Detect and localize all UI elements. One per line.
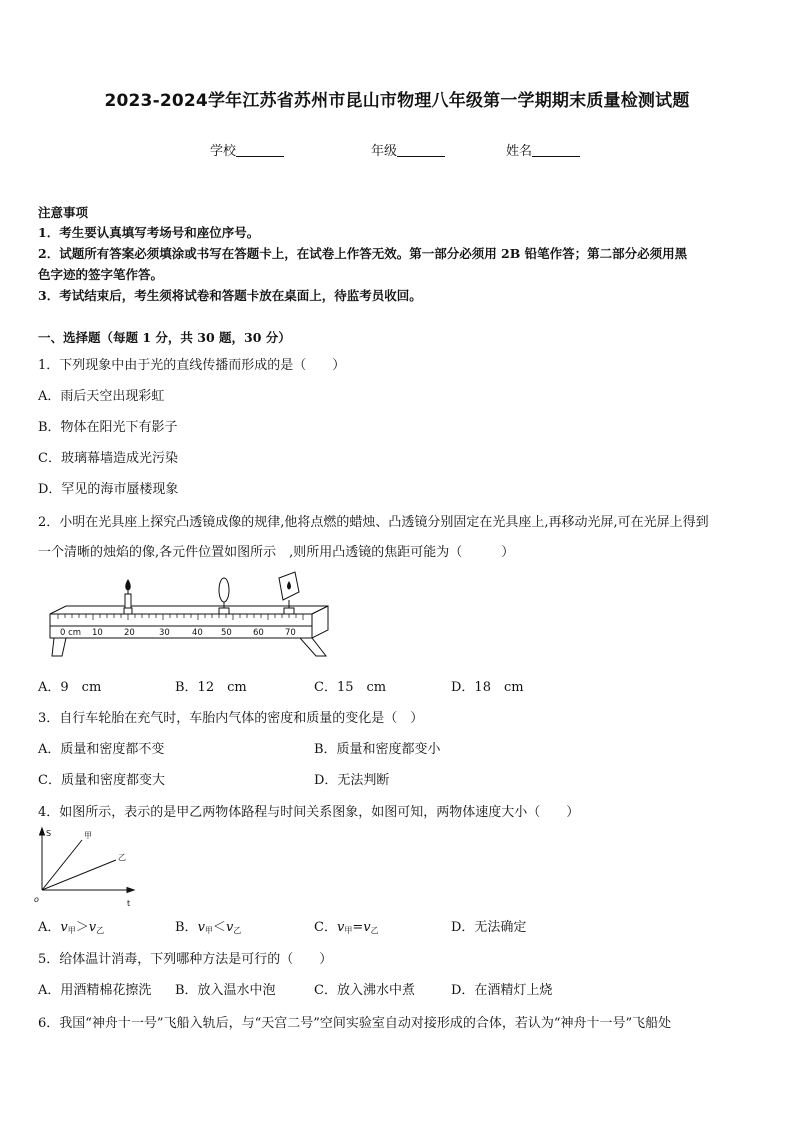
question-2-stem-line2: 一个清晰的烛焰的像,各元件位置如图所示 ,则所用凸透镜的焦距可能为（ ） (38, 545, 515, 560)
question-1-stem: 1．下列现象中由于光的直线传播而形成的是（ ） (38, 358, 346, 373)
bench-label: 10 (92, 628, 103, 638)
origin-label: o (34, 895, 39, 904)
optical-bench-figure (44, 568, 336, 664)
q2-option-c: C．15 cm (314, 680, 387, 695)
candle-icon (124, 580, 132, 614)
school-label: 学校 (210, 144, 237, 159)
question-5-stem: 5．给体温计消毒，下列哪种方法是可行的（ ） (38, 952, 333, 967)
line-jia (42, 840, 82, 890)
bench-label: 70 (285, 628, 296, 638)
q2-option-b: B．12 cm (175, 680, 247, 695)
line-yi (42, 860, 116, 890)
q3-option-b: B．质量和密度都变小 (314, 742, 441, 757)
q1-option-b: B．物体在阳光下有影子 (38, 420, 178, 435)
q1-option-d: D．罕见的海市蜃楼现象 (38, 482, 179, 497)
distance-time-graph (34, 826, 138, 908)
q4-option-c: C．$v_甲=v_乙$ (314, 920, 379, 935)
name-label: 姓名 (506, 144, 533, 159)
question-6-stem: 6．我国“神舟十一号”飞船入轨后，与“天宫二号”空间实验室自动对接形成的合体，若认为“神舟十一号”飞船处 (38, 1016, 672, 1031)
q4-option-a: A．$v_甲>v_乙$ (38, 920, 105, 935)
name-field (506, 140, 580, 159)
s-axis-arrow (40, 828, 45, 835)
notice-heading: 注意事项 (38, 205, 89, 220)
q3-option-a: A．质量和密度都不变 (38, 742, 165, 757)
grade-field (371, 140, 445, 159)
line-jia-label: 甲 (84, 831, 92, 840)
notice-item: 2．试题所有答案必须填涂或书写在答题卡上，在试卷上作答无效。第一部分必须用 2B 铅笔作答；第二部分必须用黑 (38, 246, 688, 261)
line-yi-label: 乙 (118, 853, 126, 862)
s-axis-label: S (46, 829, 52, 838)
page-title: 2023-2024学年江苏省苏州市昆山市物理八年级第一学期期末质量检测试题 (104, 91, 690, 111)
q1-option-a: A．雨后天空出现彩虹 (38, 389, 165, 404)
t-axis-label: t (127, 899, 131, 908)
q3-option-c: C．质量和密度都变大 (38, 773, 165, 788)
q3-option-d: D．无法判断 (314, 773, 390, 788)
q4-option-b: B．$v_甲<v_乙$ (175, 920, 242, 935)
bench-label: 40 (192, 628, 203, 638)
school-blank (236, 144, 284, 157)
notice-item: 1．考生要认真填写考场号和座位序号。 (38, 225, 260, 240)
section-heading: 一、选择题（每题 1 分，共 30 题，30 分） (38, 330, 291, 345)
q5-option-b: B．放入温水中泡 (175, 983, 276, 998)
notice-item: 3．考试结束后，考生须将试卷和答题卡放在桌面上，待监考员收回。 (38, 288, 422, 303)
q2-option-a: A．9 cm (38, 680, 102, 695)
bench-label: 60 (253, 628, 264, 638)
q5-option-a: A．用酒精棉花擦洗 (38, 983, 152, 998)
bench-label: 30 (159, 628, 170, 638)
notice-item: 色字迹的签字笔作答。 (38, 267, 164, 282)
q1-option-c: C．玻璃幕墙造成光污染 (38, 451, 178, 466)
grade-label: 年级 (371, 144, 398, 159)
bench-label: 0 cm (60, 628, 82, 638)
bench-label: 50 (221, 628, 232, 638)
school-field (210, 140, 284, 159)
question-2-stem-line1: 2．小明在光具座上探究凸透镜成像的规律,他将点燃的蜡烛、凸透镜分别固定在光具座上,再移动光屏,可在光屏上得到 (38, 515, 709, 530)
convex-lens-icon (219, 578, 229, 614)
question-3-stem: 3．自行车轮胎在充气时，车胎内气体的密度和质量的变化是（ ） (38, 711, 424, 726)
q5-option-d: D．在酒精灯上烧 (451, 983, 553, 998)
q4-option-d: D．无法确定 (451, 920, 527, 935)
grade-blank (397, 144, 445, 157)
q5-option-c: C．放入沸水中煮 (314, 983, 415, 998)
question-4-stem: 4．如图所示，表示的是甲乙两物体路程与时间关系图象，如图可知，两物体速度大小（ ） (38, 805, 580, 820)
t-axis-arrow (127, 888, 134, 893)
q2-option-d: D．18 cm (451, 680, 524, 695)
bench-label: 20 (124, 628, 135, 638)
name-blank (532, 144, 580, 157)
